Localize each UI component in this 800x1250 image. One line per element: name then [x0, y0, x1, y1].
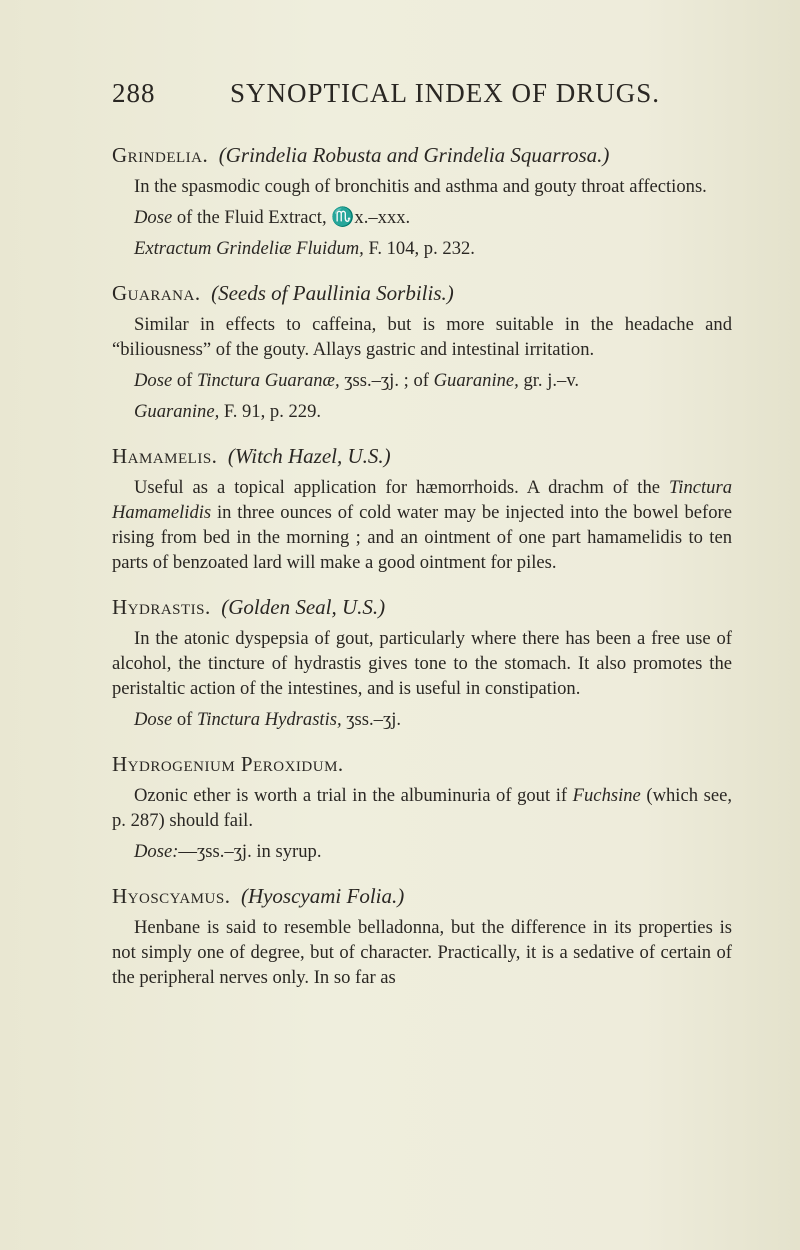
- entry-latin-name: (Seeds of Paullinia Sorbilis.): [211, 281, 454, 305]
- dose-text: —ʒss.–ʒj. in syrup.: [178, 841, 322, 862]
- entry-dose: [112, 707, 732, 732]
- entry-description: [112, 783, 732, 833]
- page-content: [112, 140, 732, 1007]
- entry-heading: [112, 441, 732, 471]
- entry-heading: [112, 140, 732, 170]
- entry-dose: [112, 205, 732, 230]
- entry-term: Hyoscyamus.: [112, 884, 231, 908]
- reference-name: Extractum Grindeliæ Fluidum,: [134, 238, 364, 259]
- dose-label: Dose: [134, 370, 173, 391]
- entry-hamamelis: [112, 441, 732, 575]
- entry-heading: [112, 749, 732, 779]
- dose-text: ʒss.–ʒj.: [341, 709, 402, 730]
- entry-description: In the spasmodic cough of bronchitis and asthma and gouty throat affections.: [134, 176, 707, 197]
- dose-label: Dose: [134, 207, 173, 228]
- dose-text: of the Fluid Extract, ♏x.–xxx.: [172, 207, 411, 228]
- description-drug-name: Fuchsine: [572, 785, 641, 806]
- description-text: in three ounces of cold water may be injected into the bowel before rising from bed in the morning ; and an ointment of one part hamamelidis to ten parts of benzoated lard will make a good ointment for piles.: [112, 502, 732, 573]
- entry-grindelia: [112, 140, 732, 261]
- reference-text: F. 91, p. 229.: [219, 401, 322, 422]
- entry-description: In the atonic dyspepsia of gout, particularly where there has been a free use of alcohol, the tincture of hydrastis gives tone to the stomach. It also promotes the peristaltic action of the intestines, and is useful in constipation.: [112, 628, 732, 699]
- entry-term: Guarana.: [112, 281, 201, 305]
- entry-guarana: [112, 278, 732, 424]
- entry-hyoscyamus: [112, 881, 732, 990]
- dose-text: ʒss.–ʒj. ; of: [339, 370, 434, 391]
- entry-term: Hydrastis.: [112, 595, 211, 619]
- running-title: SYNOPTICAL INDEX OF DRUGS.: [230, 78, 661, 108]
- entry-reference: [112, 399, 732, 424]
- dose-drug-name: Tinctura Hydrastis,: [197, 709, 342, 730]
- entry-description: [112, 475, 732, 575]
- entry-latin-name: (Golden Seal, U.S.): [221, 595, 386, 619]
- entry-hydrogenium-peroxidum: [112, 749, 732, 864]
- dose-drug-name: Guaranine,: [433, 370, 519, 391]
- entry-heading: [112, 881, 732, 911]
- entry-description: Henbane is said to resemble belladonna, but the difference in its properties is not simply one of degree, but of character. Practically, it is a sedative of certain of the peripheral nerves only. In so far as: [112, 917, 732, 988]
- entry-heading: [112, 278, 732, 308]
- entry-dose: [112, 839, 732, 864]
- entry-latin-name: (Hyoscyami Folia.): [240, 884, 405, 908]
- reference-name: Guaranine,: [134, 401, 220, 422]
- dose-text: of: [172, 370, 198, 391]
- dose-text: gr. j.–v.: [518, 370, 580, 391]
- dose-drug-name: Tinctura Guaranæ,: [197, 370, 340, 391]
- page-number: 288: [112, 78, 156, 108]
- page-header: [112, 78, 732, 118]
- entry-description: Similar in effects to caffeina, but is more suitable in the headache and “biliousness” of the gouty. Allays gastric and intestinal irritation.: [112, 314, 732, 360]
- description-drug-name: Tinctura Hamamelidis: [112, 477, 732, 523]
- entry-dose: [112, 368, 732, 393]
- description-text: Ozonic ether is worth a trial in the albuminuria of gout if: [134, 785, 573, 806]
- entry-term: Hydrogenium Peroxidum.: [112, 752, 344, 776]
- entry-latin-name: (Witch Hazel, U.S.): [227, 444, 391, 468]
- description-text: (which see, p. 287) should fail.: [112, 785, 732, 831]
- entry-term: Hamamelis.: [112, 444, 218, 468]
- entry-heading: [112, 592, 732, 622]
- dose-text: of: [172, 709, 198, 730]
- reference-text: F. 104, p. 232.: [363, 238, 475, 259]
- description-text: Useful as a topical application for hæmorrhoids. A drachm of the: [134, 477, 669, 498]
- entry-term: Grindelia.: [112, 143, 209, 167]
- entry-latin-name: (Grindelia Robusta and Grindelia Squarrosa.): [218, 143, 610, 167]
- entry-hydrastis: [112, 592, 732, 732]
- dose-label: Dose:: [134, 841, 179, 862]
- dose-label: Dose: [134, 709, 173, 730]
- entry-reference: [112, 236, 732, 261]
